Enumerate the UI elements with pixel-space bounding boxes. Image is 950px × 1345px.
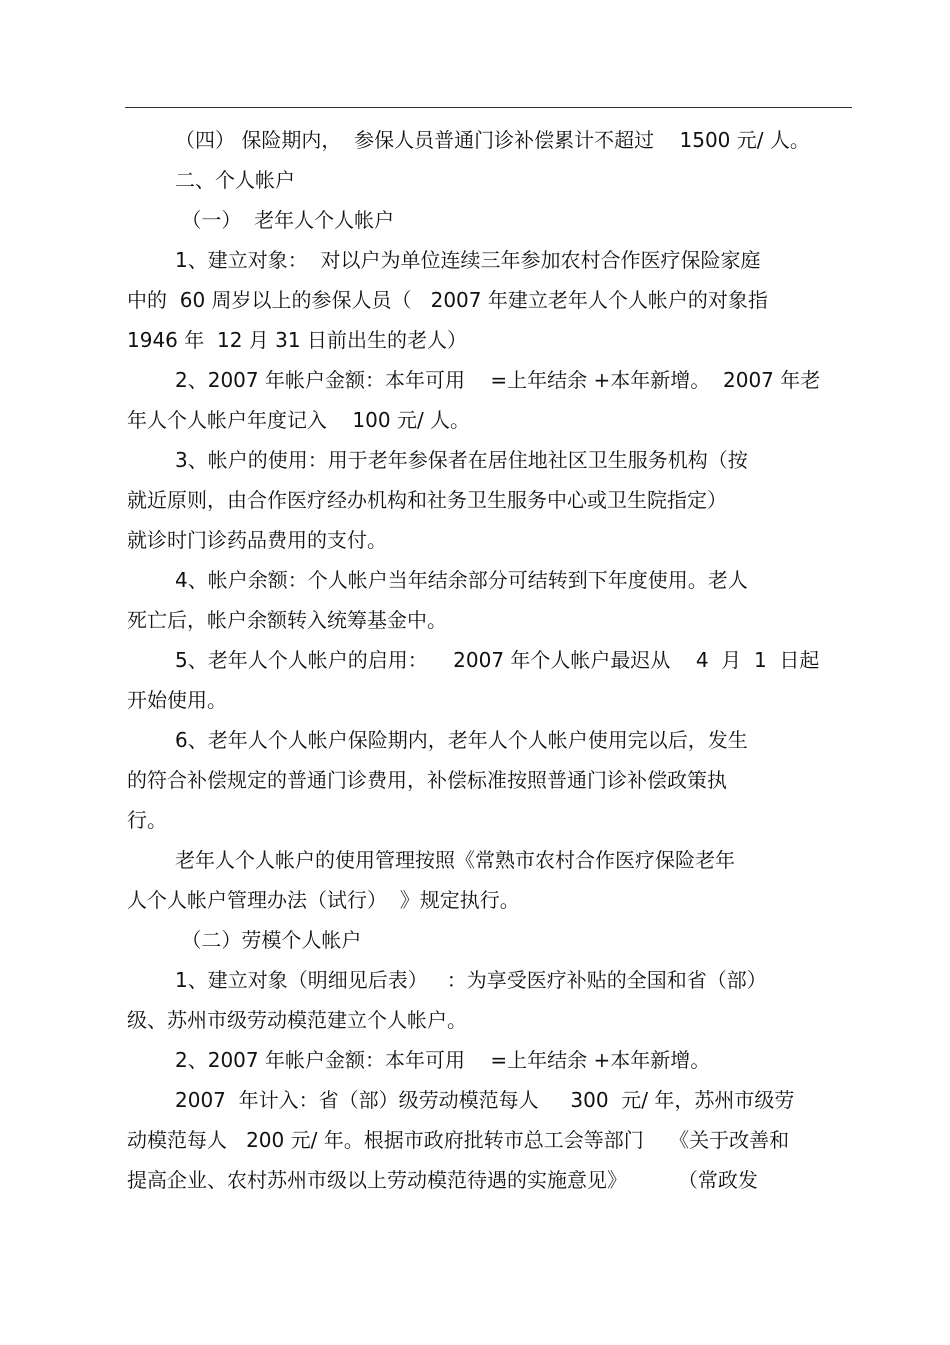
header-rule: [125, 107, 852, 108]
paragraph-line: 动模范每人 200 元/ 年。根据市政府批转市总工会等部门 《关于改善和: [127, 1128, 790, 1152]
paragraph-line: 1946 年 12 月 31 日前出生的老人）: [127, 328, 467, 352]
paragraph-line: 1、建立对象（明细见后表） ：为享受医疗补贴的全国和省（部）: [175, 968, 767, 992]
paragraph-line: 5、老年人个人帐户的启用： 2007 年个人帐户最迟从 4 月 1 日起: [175, 648, 820, 672]
paragraph-line: （四） 保险期内， 参保人员普通门诊补偿累计不超过 1500 元/ 人。: [175, 128, 810, 152]
paragraph-line: 6、老年人个人帐户保险期内，老年人个人帐户使用完以后，发生: [175, 728, 748, 752]
paragraph-line: 提高企业、农村苏州市级以上劳动模范待遇的实施意见》 （常政发: [127, 1168, 758, 1192]
paragraph-line: 开始使用。: [127, 688, 227, 712]
paragraph-line: 的符合补偿规定的普通门诊费用，补偿标准按照普通门诊补偿政策执: [127, 768, 727, 792]
subsection-heading: （一） 老年人个人帐户: [175, 208, 395, 232]
paragraph-line: 老年人个人帐户的使用管理按照《常熟市农村合作医疗保险老年: [175, 848, 735, 872]
paragraph-line: 中的 60 周岁以上的参保人员（ 2007 年建立老年人个人帐户的对象指: [127, 288, 768, 312]
paragraph-line: 2007 年计入：省（部）级劳动模范每人 300 元/ 年，苏州市级劳: [175, 1088, 795, 1112]
paragraph-line: 行。: [127, 808, 167, 832]
paragraph-line: 2、2007 年帐户金额：本年可用 =上年结余 +本年新增。 2007 年老: [175, 368, 821, 392]
paragraph-line: 年人个人帐户年度记入 100 元/ 人。: [127, 408, 471, 432]
paragraph-line: 3、帐户的使用：用于老年参保者在居住地社区卫生服务机构（按: [175, 448, 748, 472]
document-body: [127, 120, 857, 1200]
paragraph-line: 4、帐户余额：个人帐户当年结余部分可结转到下年度使用。老人: [175, 568, 748, 592]
paragraph-line: 就近原则，由合作医疗经办机构和社务卫生服务中心或卫生院指定）: [127, 488, 727, 512]
paragraph-line: 2、2007 年帐户金额：本年可用 =上年结余 +本年新增。: [175, 1048, 711, 1072]
paragraph-line: 人个人帐户管理办法（试行） 》规定执行。: [127, 888, 520, 912]
paragraph-line: 1、建立对象： 对以户为单位连续三年参加农村合作医疗保险家庭: [175, 248, 761, 272]
subsection-heading: （二）劳模个人帐户: [175, 928, 362, 952]
paragraph-line: 死亡后，帐户余额转入统筹基金中。: [127, 608, 447, 632]
paragraph-line: 就诊时门诊药品费用的支付。: [127, 528, 387, 552]
paragraph-line: 级、苏州市级劳动模范建立个人帐户。: [127, 1008, 467, 1032]
section-heading: 二、个人帐户: [175, 168, 295, 192]
